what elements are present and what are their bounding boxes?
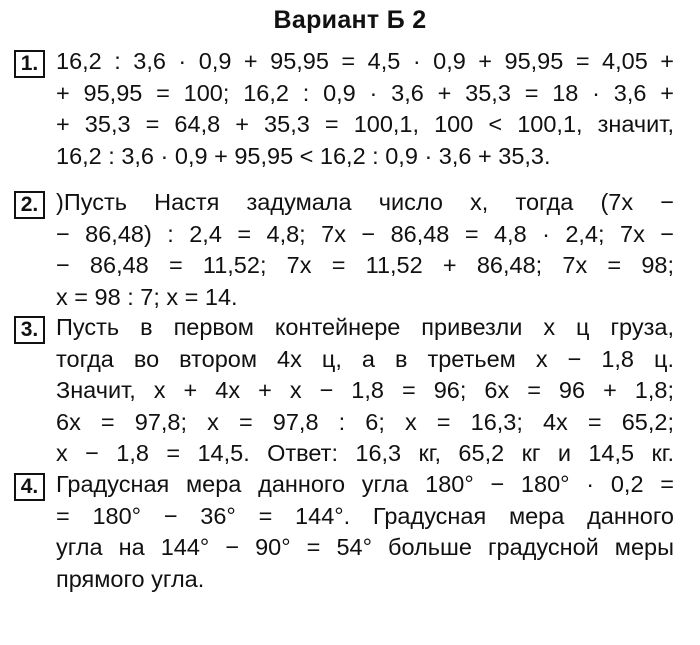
task-line: 6x = 97,8; x = 97,8 : 6; x = 16,3; 4x = 65,2; bbox=[56, 408, 674, 435]
task-line: )Пусть Настя задумала число x, тогда (7x − bbox=[56, 189, 674, 215]
task-line: угла на 144° − 90° = 54° больше градусной меры bbox=[56, 534, 674, 560]
task-number-box: 2. bbox=[14, 191, 45, 219]
task-line: x = 98 : 7; x = 14. bbox=[56, 283, 238, 310]
task-line: Градусная мера данного угла 180° − 180° · 0,2 = bbox=[56, 471, 674, 497]
task-line: − 86,48 = 11,52; 7x = 11,52 + 86,48; 7x = 98; bbox=[56, 252, 674, 278]
task-number-box: 3. bbox=[14, 316, 45, 344]
page-title: Вариант Б 2 bbox=[273, 6, 427, 34]
task-line: Пусть в первом контейнере привезли x ц груза, bbox=[56, 314, 674, 340]
task-line: + 95,95 = 100; 16,2 : 0,9 · 3,6 + 35,3 = 18 · 3,6 + bbox=[56, 79, 674, 106]
task-number-box: 1. bbox=[14, 50, 45, 78]
task-text bbox=[56, 469, 674, 595]
task-line: тогда во втором 4x ц, а в третьем x − 1,8 ц. bbox=[56, 345, 674, 372]
task-line: = 180° − 36° = 144°. Градусная мера данного bbox=[56, 502, 674, 529]
task-line: Значит, x + 4x + x − 1,8 = 96; 6x = 96 + 1,8; bbox=[56, 377, 674, 403]
task-text bbox=[56, 187, 674, 313]
task-line: 16,2 : 3,6 · 0,9 + 95,95 < 16,2 : 0,9 · 3,6 + 35,3. bbox=[56, 142, 551, 169]
task-line: x − 1,8 = 14,5. Ответ: 16,3 кг, 65,2 кг и 14,5 кг. bbox=[56, 440, 674, 466]
task-line: + 35,3 = 64,8 + 35,3 = 100,1, 100 < 100,1, значит, bbox=[56, 111, 674, 137]
task-text bbox=[56, 46, 674, 172]
task-text bbox=[56, 312, 674, 470]
task-line: прямого угла. bbox=[56, 565, 205, 592]
task-line: − 86,48) : 2,4 = 4,8; 7x − 86,48 = 4,8 · 2,4; 7x − bbox=[56, 220, 674, 247]
task-number-box: 4. bbox=[14, 473, 45, 501]
task-line: 16,2 : 3,6 · 0,9 + 95,95 = 4,5 · 0,9 + 95,95 = 4,05 + bbox=[56, 48, 674, 74]
